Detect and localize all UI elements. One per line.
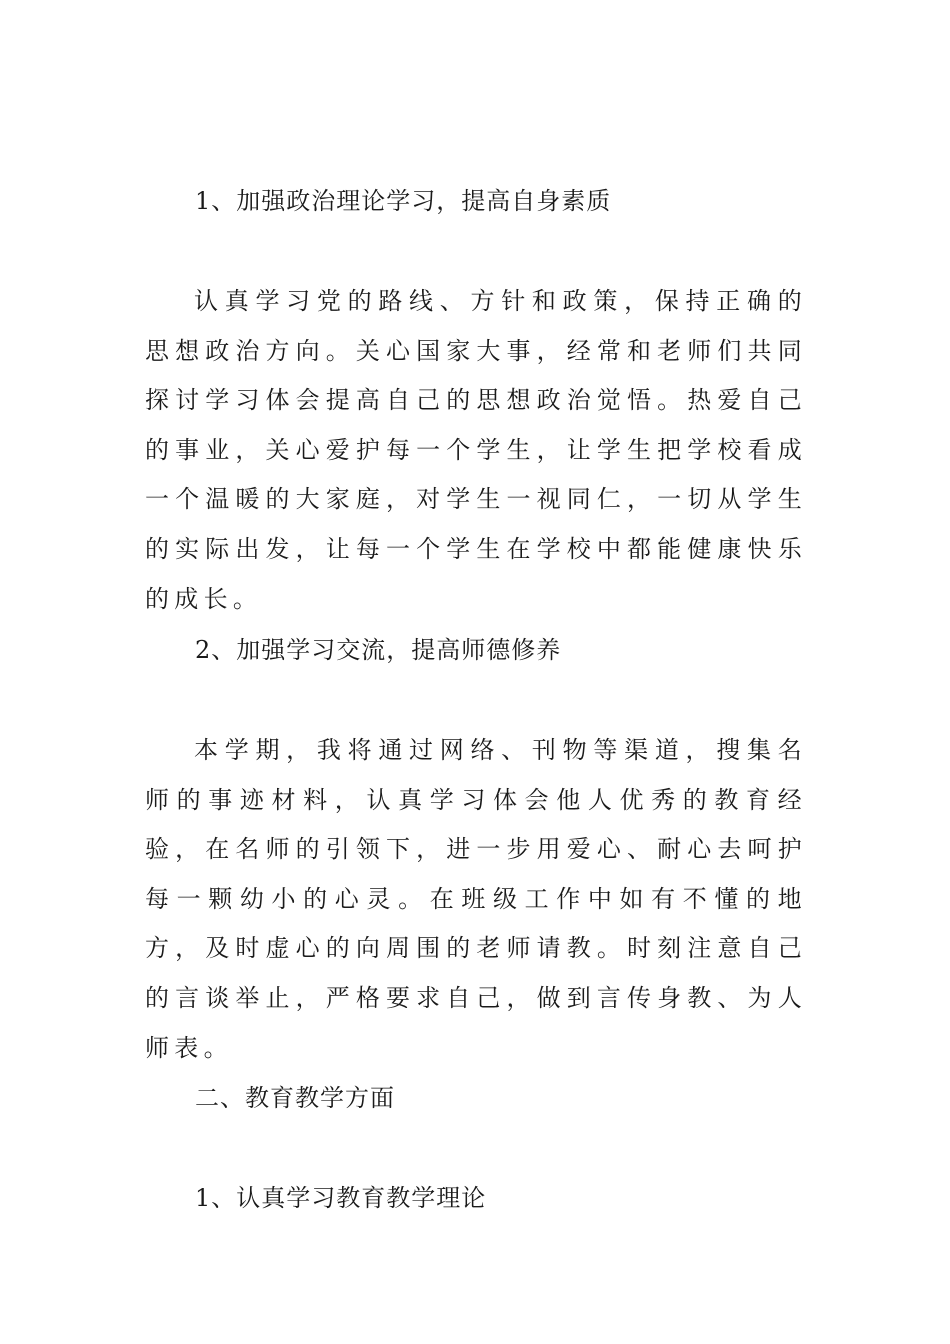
paragraph-political-study: 认真学习党的路线、方针和政策，保持正确的思想政治方向。关心国家大事，经常和老师们共同探讨学习体会提高自己的思想政治觉悟。热爱自己的事业，关心爱护每一个学生，让学生把学校看成一个温暖的大家庭，对学生一视同仁，一切从学生的实际出发，让每一个学生在学校中都能健康快乐的成长。 [145, 287, 807, 613]
section-heading-teaching-theory: 1、认真学习教育教学理论 [195, 1184, 487, 1212]
section-heading-political-study: 1、加强政治理论学习，提高自身素质 [195, 187, 612, 215]
paragraph-exchange-learning: 本学期，我将通过网络、刊物等渠道，搜集名师的事迹材料，认真学习体会他人优秀的教育经验，在名师的引领下，进一步用爱心、耐心去呵护每一颗幼小的心灵。在班级工作中如有不懂的地方，及时虚心的向周围的老师请教。时刻注意自己的言谈举止，严格要求自己，做到言传身教、为人师表。 [145, 736, 807, 1062]
section-heading-exchange-learning: 2、加强学习交流，提高师德修养 [195, 636, 562, 664]
section-heading-education-teaching: 二、教育教学方面 [195, 1084, 395, 1112]
